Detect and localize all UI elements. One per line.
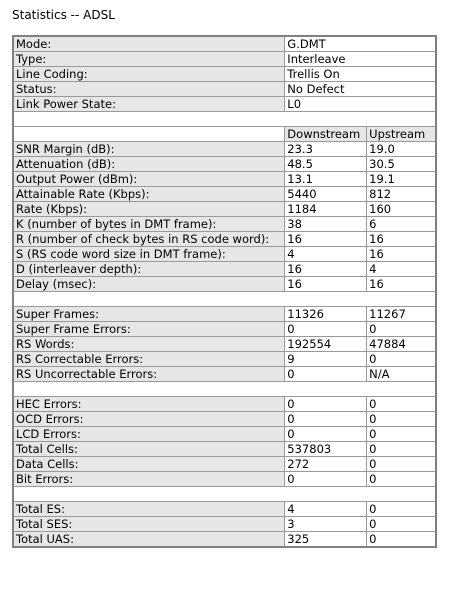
stat-row	[13, 142, 436, 157]
stat-label: Delay (msec):	[13, 277, 285, 292]
spacer-row	[13, 382, 436, 397]
stat-row	[13, 337, 436, 352]
stat-row	[13, 262, 436, 277]
upstream-value: 4	[367, 262, 436, 277]
upstream-header: Upstream	[367, 127, 436, 142]
stat-row	[13, 232, 436, 247]
stat-row	[13, 397, 436, 412]
stat-label: Output Power (dBm):	[13, 172, 285, 187]
downstream-value: 0	[285, 397, 367, 412]
upstream-value: 47884	[367, 337, 436, 352]
upstream-value: 160	[367, 202, 436, 217]
downstream-value: 0	[285, 412, 367, 427]
upstream-value: 16	[367, 232, 436, 247]
downstream-value: 38	[285, 217, 367, 232]
upstream-value: 19.0	[367, 142, 436, 157]
stat-row	[13, 277, 436, 292]
stat-label: RS Words:	[13, 337, 285, 352]
downstream-value: 16	[285, 277, 367, 292]
stat-label: Data Cells:	[13, 457, 285, 472]
info-row	[13, 97, 436, 112]
info-label: Type:	[13, 52, 285, 67]
upstream-value: N/A	[367, 367, 436, 382]
upstream-value: 6	[367, 217, 436, 232]
downstream-value: 0	[285, 472, 367, 487]
downstream-value: 48.5	[285, 157, 367, 172]
upstream-value: 0	[367, 412, 436, 427]
downstream-value: 272	[285, 457, 367, 472]
stat-label: LCD Errors:	[13, 427, 285, 442]
info-row	[13, 52, 436, 67]
downstream-value: 4	[285, 502, 367, 517]
adsl-statistics-table	[12, 35, 437, 548]
stat-label: OCD Errors:	[13, 412, 285, 427]
downstream-value: 16	[285, 232, 367, 247]
upstream-value: 0	[367, 472, 436, 487]
stat-row	[13, 517, 436, 532]
downstream-value: 0	[285, 427, 367, 442]
upstream-value: 812	[367, 187, 436, 202]
stat-row	[13, 157, 436, 172]
stat-row	[13, 412, 436, 427]
page-title: Statistics -- ADSL	[12, 8, 115, 22]
info-row	[13, 82, 436, 97]
stat-row	[13, 427, 436, 442]
info-value: Trellis On	[285, 67, 436, 82]
upstream-value: 0	[367, 457, 436, 472]
stat-row	[13, 532, 436, 548]
downstream-value: 16	[285, 262, 367, 277]
upstream-value: 16	[367, 247, 436, 262]
downstream-value: 325	[285, 532, 367, 548]
stat-row	[13, 172, 436, 187]
stat-row	[13, 457, 436, 472]
stat-label: Bit Errors:	[13, 472, 285, 487]
downstream-value: 1184	[285, 202, 367, 217]
downstream-value: 0	[285, 367, 367, 382]
downstream-value: 5440	[285, 187, 367, 202]
upstream-value: 0	[367, 442, 436, 457]
downstream-value: 192554	[285, 337, 367, 352]
upstream-value: 0	[367, 502, 436, 517]
info-label: Status:	[13, 82, 285, 97]
upstream-value: 19.1	[367, 172, 436, 187]
spacer-row	[13, 487, 436, 502]
spacer-row	[13, 292, 436, 307]
spacer-cell	[13, 487, 436, 502]
info-label: Line Coding:	[13, 67, 285, 82]
spacer-cell	[13, 292, 436, 307]
info-value: L0	[285, 97, 436, 112]
stat-label: Super Frames:	[13, 307, 285, 322]
downstream-value: 3	[285, 517, 367, 532]
downstream-value: 4	[285, 247, 367, 262]
stat-label: K (number of bytes in DMT frame):	[13, 217, 285, 232]
stat-row	[13, 307, 436, 322]
downstream-value: 23.3	[285, 142, 367, 157]
stat-label: Rate (Kbps):	[13, 202, 285, 217]
stat-label: D (interleaver depth):	[13, 262, 285, 277]
stat-row	[13, 472, 436, 487]
info-label: Mode:	[13, 36, 285, 52]
stat-label: Total ES:	[13, 502, 285, 517]
stat-row	[13, 202, 436, 217]
stat-label: HEC Errors:	[13, 397, 285, 412]
stat-label: Attenuation (dB):	[13, 157, 285, 172]
spacer-cell	[13, 382, 436, 397]
upstream-value: 0	[367, 427, 436, 442]
stat-row	[13, 502, 436, 517]
stat-label: R (number of check bytes in RS code word):	[13, 232, 285, 247]
downstream-value: 13.1	[285, 172, 367, 187]
stat-row	[13, 217, 436, 232]
downstream-value: 9	[285, 352, 367, 367]
upstream-value: 0	[367, 517, 436, 532]
upstream-value: 16	[367, 277, 436, 292]
stat-row	[13, 247, 436, 262]
info-label: Link Power State:	[13, 97, 285, 112]
stat-label: RS Uncorrectable Errors:	[13, 367, 285, 382]
stat-row	[13, 367, 436, 382]
stat-row	[13, 442, 436, 457]
info-row	[13, 36, 436, 52]
header-blank	[13, 127, 285, 142]
stat-label: SNR Margin (dB):	[13, 142, 285, 157]
downstream-value: 11326	[285, 307, 367, 322]
column-header-row	[13, 127, 436, 142]
stat-row	[13, 187, 436, 202]
upstream-value: 0	[367, 322, 436, 337]
downstream-value: 537803	[285, 442, 367, 457]
info-row	[13, 67, 436, 82]
upstream-value: 30.5	[367, 157, 436, 172]
stat-label: Attainable Rate (Kbps):	[13, 187, 285, 202]
downstream-value: 0	[285, 322, 367, 337]
stat-label: Total UAS:	[13, 532, 285, 548]
upstream-value: 0	[367, 532, 436, 548]
info-value: No Defect	[285, 82, 436, 97]
upstream-value: 0	[367, 397, 436, 412]
stat-row	[13, 322, 436, 337]
stat-label: Total Cells:	[13, 442, 285, 457]
info-value: Interleave	[285, 52, 436, 67]
info-value: G.DMT	[285, 36, 436, 52]
stat-label: S (RS code word size in DMT frame):	[13, 247, 285, 262]
stat-row	[13, 352, 436, 367]
stat-label: RS Correctable Errors:	[13, 352, 285, 367]
spacer-cell	[13, 112, 436, 127]
upstream-value: 11267	[367, 307, 436, 322]
stat-label: Super Frame Errors:	[13, 322, 285, 337]
spacer-row	[13, 112, 436, 127]
downstream-header: Downstream	[285, 127, 367, 142]
upstream-value: 0	[367, 352, 436, 367]
stat-label: Total SES:	[13, 517, 285, 532]
